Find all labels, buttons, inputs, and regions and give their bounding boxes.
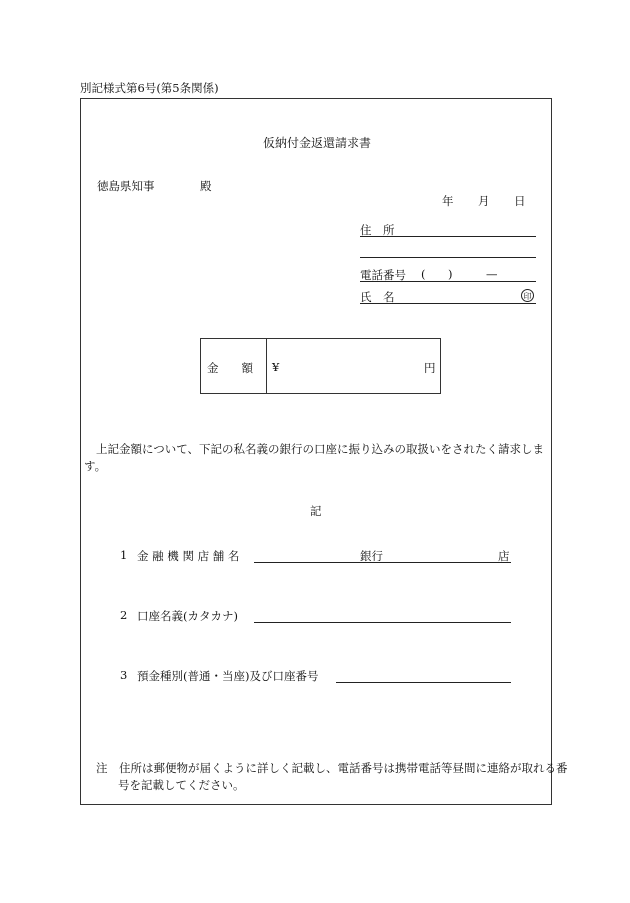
item-1-number: 1 (120, 548, 128, 562)
amount-label: 金 額 (207, 361, 253, 375)
phone-dash: — (486, 267, 498, 281)
request-text: 上記金額について、下記の私名義の銀行の口座に振り込みの取扱いをされたく請求します。 (84, 442, 545, 473)
form-title: 仮納付金返還請求書 (263, 136, 372, 150)
amount-input[interactable] (288, 356, 418, 376)
amount-unit: 円 (424, 361, 436, 375)
item-1-branch-label: 店 (498, 549, 510, 563)
name-label: 氏 名 (360, 290, 395, 304)
item-3-line[interactable] (336, 682, 511, 683)
amount-currency: ¥ (272, 360, 280, 374)
ki-label: 記 (310, 504, 322, 518)
name-line[interactable] (360, 303, 536, 304)
phone-paren-open: ( (421, 267, 426, 281)
item-2-line[interactable] (254, 622, 511, 623)
form-number-label: 別記様式第6号(第5条関係) (80, 81, 219, 95)
phone-label: 電話番号 (360, 268, 406, 282)
date-month-label: 月 (478, 194, 490, 208)
item-3-label: 預金種別(普通・当座)及び口座番号 (137, 669, 319, 683)
item-3-number: 3 (120, 668, 128, 682)
phone-paren-close: ) (448, 267, 453, 281)
note-text: 注 住所は郵便物が届くように詳しく記載し、電話番号は携帯電話等昼間に連絡が取れる番号を記載してください。 (96, 761, 568, 792)
item-1-line[interactable] (254, 562, 511, 563)
item-1-label: 金 融 機 関 店 舗 名 (137, 549, 240, 563)
address-line-2[interactable] (360, 257, 536, 258)
item-1-bank-label: 銀行 (360, 549, 383, 563)
addressee-name: 徳島県知事 (97, 179, 155, 193)
date-year-label: 年 (442, 194, 454, 208)
seal-mark: 印 (521, 289, 534, 302)
item-2-label: 口座名義(カタカナ) (137, 609, 238, 623)
phone-line[interactable] (360, 281, 536, 282)
amount-divider (266, 339, 267, 393)
addressee-honorific: 殿 (200, 179, 212, 193)
address-line-1[interactable] (360, 236, 536, 237)
address-label: 住 所 (360, 223, 395, 237)
date-day-label: 日 (514, 194, 526, 208)
item-2-number: 2 (120, 608, 128, 622)
